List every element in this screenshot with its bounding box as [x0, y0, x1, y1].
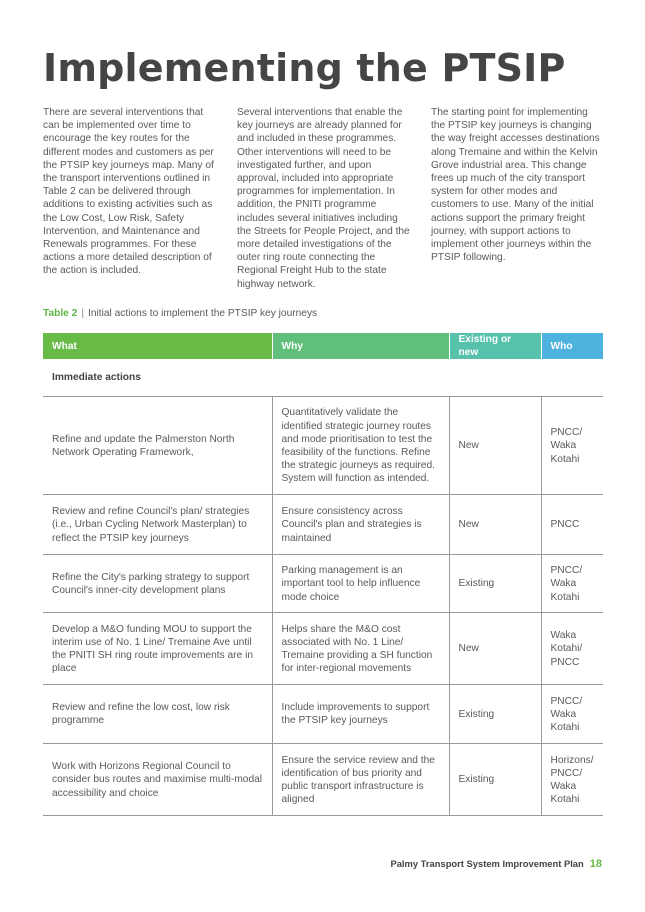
header-who: Who: [541, 333, 603, 359]
table-row: [43, 555, 603, 613]
table-row: [43, 495, 603, 555]
cell-why: Ensure the service review and the identification of bus priority and public transport infrastructure is aligned: [272, 744, 449, 816]
table-row: [43, 613, 603, 685]
actions-table: [43, 333, 603, 816]
cell-who: PNCC: [541, 495, 603, 555]
page-number: 18: [589, 858, 602, 870]
cell-status: New: [449, 495, 541, 555]
cell-who: Horizons/ PNCC/ Waka Kotahi: [541, 744, 603, 816]
cell-who: Waka Kotahi/ PNCC: [541, 613, 603, 685]
cell-why: Include improvements to support the PTSIP key journeys: [272, 685, 449, 744]
intro-paragraph-3: The starting point for implementing the PTSIP key journeys is changing the way freight accesses destinations along Tremaine and within the Kelvin Grove industrial area. This change frees up much of the city transport system for other modes and customers to use. Many of the initial actions support the primary freight journey, with support actions to implement other journeys within the PTSIP following.: [431, 107, 600, 264]
cell-what: Review and refine Council's plan/ strategies (i.e., Urban Cycling Network Masterplan) to reflect the PTSIP key journeys: [43, 495, 272, 555]
cell-what: Review and refine the low cost, low risk programme: [43, 685, 272, 744]
section-row: [43, 359, 603, 397]
cell-what: Work with Horizons Regional Council to consider bus routes and maximise multi-modal accessibility and choice: [43, 744, 272, 816]
cell-what: Develop a M&O funding MOU to support the interim use of No. 1 Line/ Tremaine Ave until the PNITI SH ring route improvements are in place: [43, 613, 272, 685]
page-footer: [390, 858, 602, 870]
cell-status: Existing: [449, 685, 541, 744]
cell-who: PNCC/ Waka Kotahi: [541, 555, 603, 613]
header-existing-or-new: Existing or new: [449, 333, 541, 359]
section-heading: Immediate actions: [52, 372, 141, 384]
cell-status: Existing: [449, 744, 541, 816]
cell-status: New: [449, 397, 541, 495]
table-row: [43, 744, 603, 816]
table-row: [43, 397, 603, 495]
section-cell: [43, 359, 603, 397]
table-caption-text: Initial actions to implement the PTSIP key journeys: [88, 308, 318, 319]
page-title: Implementing the PTSIP: [43, 46, 566, 90]
cell-what: Refine the City's parking strategy to support Council's inner-city development plans: [43, 555, 272, 613]
table-caption-separator: |: [81, 308, 85, 319]
table-row: [43, 685, 603, 744]
table-caption-label: Table 2: [43, 308, 78, 319]
cell-why: Quantitatively validate the identified strategic journey routes and mode prioritisation to test the feasibility of the functions. Refine the strategic journeys as required. System will function as intended.: [272, 397, 449, 495]
intro-paragraph-2: Several interventions that enable the key journeys are already planned for and included in these programmes. Other interventions will need to be investigated further, and upon approval, included into appropriate programmes for implementation. In addition, the PNITI programme includes several initiatives including the Streets for People Project, and the more detailed investigations of the outer ring route connecting the Regional Freight Hub to the state highway network.: [237, 107, 410, 290]
cell-why: Helps share the M&O cost associated with No. 1 Line/ Tremaine providing a SH function for inter-regional movements: [272, 613, 449, 685]
footer-document-title: Palmy Transport System Improvement Plan: [390, 858, 584, 869]
cell-who: PNCC/ Waka Kotahi: [541, 685, 603, 744]
table-header-row: [43, 333, 603, 359]
intro-columns: [43, 106, 605, 291]
cell-status: Existing: [449, 555, 541, 613]
cell-what: Refine and update the Palmerston North Network Operating Framework,: [43, 397, 272, 495]
intro-paragraph-1: There are several interventions that can be implemented over time to encourage the key routes for the different modes and customers as per the PTSIP key journeys map. Many of the transport interventions outlined in Table 2 can be delivered through additions to existing activities such as the Low Cost, Low Risk, Safety Intervention, and Maintenance and Renewals programmes. For these actions a more detailed description of the action is included.: [43, 107, 214, 277]
cell-who: PNCC/ Waka Kotahi: [541, 397, 603, 495]
cell-status: New: [449, 613, 541, 685]
table-caption: [43, 308, 317, 319]
cell-why: Parking management is an important tool to help influence mode choice: [272, 555, 449, 613]
header-what: What: [43, 333, 272, 359]
header-why: Why: [272, 333, 449, 359]
cell-why: Ensure consistency across Council's plan and strategies is maintained: [272, 495, 449, 555]
